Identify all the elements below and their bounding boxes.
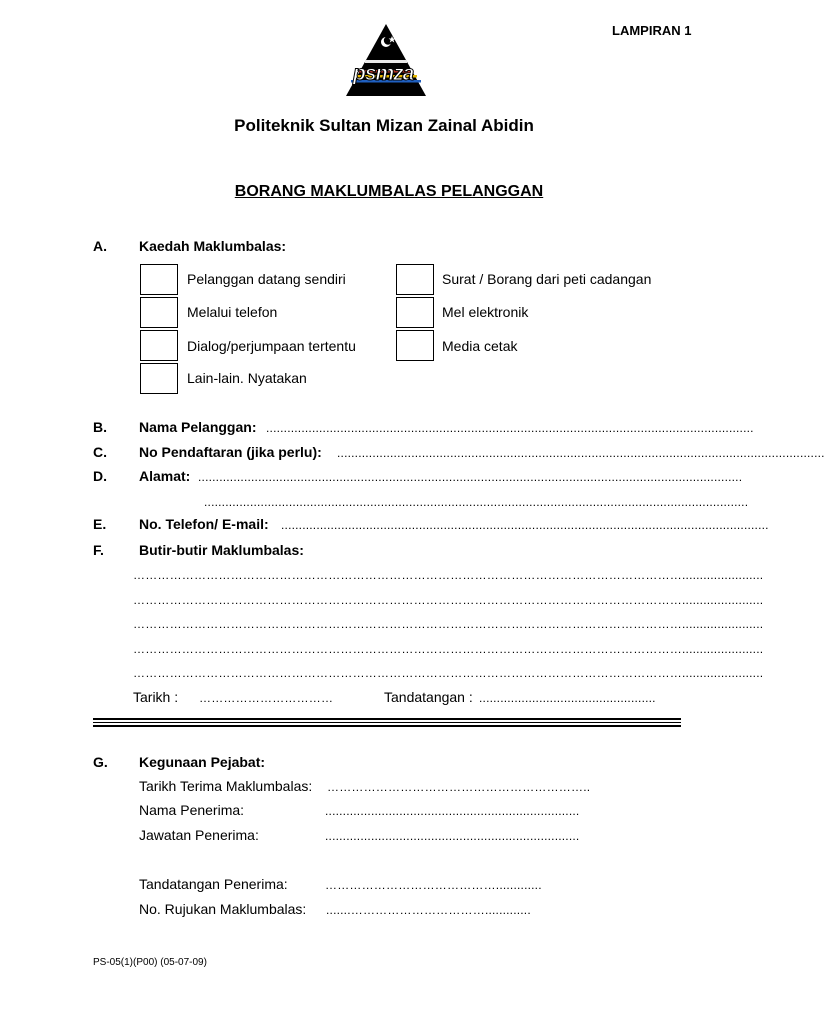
office-row-label: Tarikh Terima Maklumbalas: xyxy=(139,778,313,794)
field-label-pendaftaran: No Pendaftaran (jika perlu): xyxy=(139,444,322,460)
form-code: PS-05(1)(P00) (05-07-09) xyxy=(93,957,207,968)
field-letter: D. xyxy=(93,468,107,484)
checkbox-pelanggan-datang[interactable] xyxy=(140,264,178,295)
dotted-line-telefon[interactable]: .......................................................................................................................................... xyxy=(281,518,769,532)
feedback-line[interactable]: ………………………………………………………………………………………………………………………....................... xyxy=(133,617,764,631)
option-label: Media cetak xyxy=(442,338,518,354)
section-a-label: Kaedah Maklumbalas: xyxy=(139,238,287,254)
tandatangan-label: Tandatangan : xyxy=(384,689,473,705)
logo-text: psmza xyxy=(353,62,414,85)
option-label: Mel elektronik xyxy=(442,304,529,320)
office-row-label: Nama Penerima: xyxy=(139,802,245,818)
office-dotted-line[interactable]: .......……………………………............. xyxy=(326,903,531,917)
office-dotted-line[interactable]: ........................................................................ xyxy=(325,829,580,843)
tandatangan-dotted-line[interactable]: .................................................. xyxy=(479,691,656,705)
checkbox-mel-elektronik[interactable] xyxy=(396,297,434,328)
checkbox-lain-lain[interactable] xyxy=(140,363,178,394)
feedback-line[interactable]: ………………………………………………………………………………………………………………………....................... xyxy=(133,666,764,680)
field-label-alamat: Alamat: xyxy=(139,468,191,484)
field-letter: E. xyxy=(93,516,107,532)
office-dotted-line[interactable]: ……………………………………………………….. xyxy=(327,780,591,794)
field-label-nama: Nama Pelanggan: xyxy=(139,419,257,435)
office-row-label: Jawatan Penerima: xyxy=(139,827,259,843)
section-g-letter: G. xyxy=(93,754,108,770)
option-label: Pelanggan datang sendiri xyxy=(187,271,346,287)
option-label: Surat / Borang dari peti cadangan xyxy=(442,271,652,287)
field-label-telefon: No. Telefon/ E-mail: xyxy=(139,516,269,532)
divider-line xyxy=(93,718,681,720)
tarikh-label: Tarikh : xyxy=(133,689,179,705)
field-letter: C. xyxy=(93,444,107,460)
checkbox-telefon[interactable] xyxy=(140,297,178,328)
office-row-label: No. Rujukan Maklumbalas: xyxy=(139,901,307,917)
divider-line xyxy=(93,722,681,723)
section-a-letter: A. xyxy=(93,238,107,254)
option-label: Lain-lain. Nyatakan xyxy=(187,370,307,386)
feedback-line[interactable]: ………………………………………………………………………………………………………………………....................... xyxy=(133,568,764,582)
feedback-line[interactable]: ………………………………………………………………………………………………………………………....................... xyxy=(133,642,764,656)
form-title: BORANG MAKLUMBALAS PELANGGAN xyxy=(234,183,544,200)
psmza-logo xyxy=(345,22,427,98)
office-dotted-line[interactable]: ……………………………………............. xyxy=(325,878,542,892)
section-g-label: Kegunaan Pejabat: xyxy=(139,754,266,770)
feedback-line[interactable]: ………………………………………………………………………………………………………………………....................... xyxy=(133,593,764,607)
dotted-line-pendaftaran[interactable]: .......................................................................................................................................... xyxy=(337,446,825,460)
office-dotted-line[interactable]: ........................................................................ xyxy=(325,804,580,818)
checkbox-dialog[interactable] xyxy=(140,330,178,361)
lampiran-label: LAMPIRAN 1 xyxy=(612,23,692,38)
institution-name: Politeknik Sultan Mizan Zainal Abidin xyxy=(234,116,534,135)
dotted-line-nama[interactable]: .......................................................................................................................................... xyxy=(266,421,754,435)
section-f-letter: F. xyxy=(93,542,104,558)
dotted-line-alamat[interactable]: .......................................................................................................................................................... xyxy=(198,470,743,484)
option-label: Dialog/perjumpaan tertentu xyxy=(187,338,356,354)
tarikh-dotted-line[interactable]: …………………………… xyxy=(199,691,334,705)
checkbox-media-cetak[interactable] xyxy=(396,330,434,361)
section-f-label: Butir-butir Maklumbalas: xyxy=(139,542,304,558)
dotted-line-alamat-2[interactable]: .......................................................................................................................................................... xyxy=(204,495,749,509)
divider-line xyxy=(93,725,681,727)
option-label: Melalui telefon xyxy=(187,304,278,320)
office-row-label: Tandatangan Penerima: xyxy=(139,876,288,892)
field-letter: B. xyxy=(93,419,107,435)
checkbox-surat[interactable] xyxy=(396,264,434,295)
